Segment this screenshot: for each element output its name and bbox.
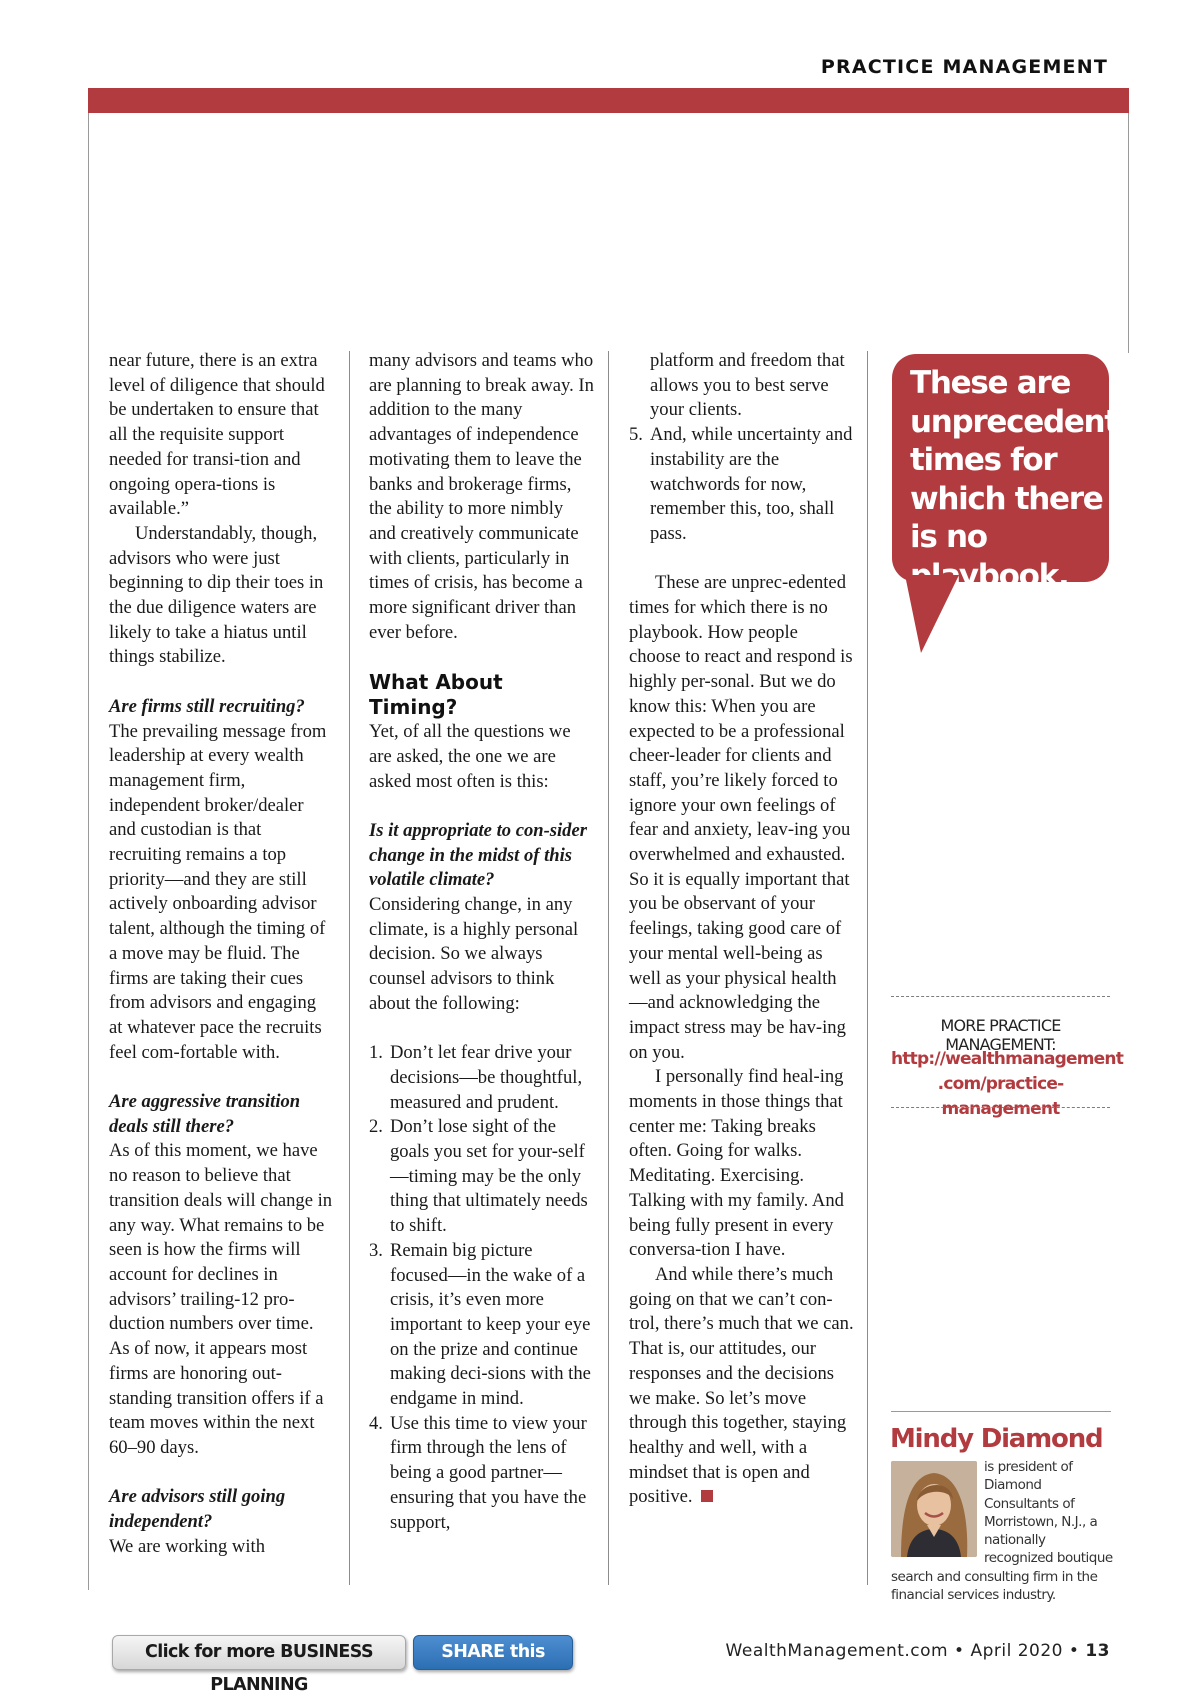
list-item-text: Use this time to view your firm through the lens of being a good partner—ensuring that you have the support, — [390, 1412, 587, 1533]
share-article-button[interactable]: SHARE this article — [413, 1635, 573, 1670]
list-item-continued — [629, 349, 854, 423]
article-column-1 — [109, 349, 334, 1559]
frame-line-right — [1128, 113, 1129, 353]
author-photo — [891, 1461, 977, 1557]
list-item — [369, 1239, 594, 1412]
list-item — [369, 1041, 594, 1115]
paragraph: Considering change, in any climate, is a highly personal decision. So we always counsel advisors to think about the following: — [369, 894, 579, 1014]
frame-line-left — [88, 113, 89, 1590]
speech-bubble-tail — [905, 575, 959, 653]
list-item — [629, 423, 854, 547]
pull-quote — [892, 354, 1159, 594]
list-number: 1. — [369, 1042, 383, 1064]
paragraph: The prevailing message from leadership at every wealth management firm, independent broker/dealer and custodian is that recruiting remains a top priority—and they are still actively onboarding advisor talent, although the timing of a move may be fluid. The firms are taking their cues from advisors and engaging at whatever pace the recruits feel com-fortable with. — [109, 720, 327, 1063]
list-item-text: Remain big picture focused—in the wake of a crisis, it’s even more important to keep your eye on the prize and continue making deci-sions with the endgame in mind. — [390, 1239, 591, 1410]
end-mark-icon — [701, 1490, 713, 1502]
page-footer — [726, 1641, 1110, 1661]
list-item-text: platform and freedom that allows you to best serve your clients. — [650, 350, 845, 421]
article-column-3 — [629, 349, 854, 1510]
list-number: 5. — [629, 424, 643, 446]
paragraph-text: And while there’s much going on that we can’t con-trol, there’s much that we can. That is, our attitudes, our responses and the decisions we make. So let’s move through this together, staying healthy and well, with a mindset that is open and positive. — [629, 1264, 854, 1508]
more-heading: MORE PRACTICE MANAGEMENT: — [940, 1016, 1061, 1054]
numbered-list-continued — [629, 349, 854, 547]
question-heading: Are aggressive transition deals still there? — [109, 1091, 301, 1137]
author-photo-portrait-icon — [891, 1461, 977, 1557]
paragraph: Understandably, though, advisors who were just beginning to dip their toes in the due diligence waters are likely to take a hiatus until things stabilize. — [109, 522, 324, 668]
numbered-list — [369, 1041, 594, 1535]
dashed-divider — [891, 996, 1110, 997]
list-item-text: Don’t let fear drive your decisions—be thoughtful, measured and prudent. — [390, 1042, 583, 1113]
section-label: PRACTICE MANAGEMENT — [820, 56, 1108, 78]
list-number: 3. — [369, 1239, 383, 1261]
footer-bullet: • — [954, 1641, 965, 1661]
dashed-divider — [891, 1107, 1110, 1108]
paragraph: near future, there is an extra level of diligence that should be undertaken to ensure that all the requisite support needed for transi-tion and ongoing opera-tions is available.” — [109, 350, 325, 520]
question-heading: Are firms still recruiting? — [109, 695, 305, 717]
site-name: WealthManagement.com — [725, 1641, 949, 1661]
list-item — [369, 1115, 594, 1239]
article-column-2 — [369, 349, 594, 1535]
paragraph: As of this moment, we have no reason to believe that transition deals will change in any way. What remains to be seen is how the firms will account for declines in advisors’ trailing-12 pro-duction numbers over time. As of now, it appears most firms are honoring out-standing transition offers if a team moves within the next 60–90 days. — [109, 1140, 333, 1458]
business-planning-button[interactable]: Click for more BUSINESS PLANNING — [112, 1635, 406, 1670]
paragraph: Yet, of all the questions we are asked, the one we are asked most often is this: — [369, 721, 571, 792]
paragraph — [629, 1263, 854, 1510]
author-bio — [891, 1458, 1116, 1604]
page-number: 13 — [1085, 1641, 1110, 1661]
column-divider — [608, 351, 609, 1585]
footer-bullet: • — [1068, 1641, 1080, 1661]
link-line[interactable]: http://wealthmanagement — [891, 1049, 1124, 1069]
paragraph: I personally find heal-ing moments in those things that center me: Taking breaks often. Going for walks. Meditating. Exercising. Talking with my family. And being fully present in every conversa-tion I have. — [629, 1066, 844, 1261]
list-item-text: Don’t lose sight of the goals you set for your-self—timing may be the only thing that ultimately needs to shift. — [390, 1116, 588, 1237]
header-bar — [88, 88, 1129, 113]
list-number: 4. — [369, 1412, 383, 1434]
author-bio-text: is president of Diamond Consultants of Morristown, N.J., a nationally recognized boutique search and consulting firm in the financial services industry. — [891, 1459, 1113, 1604]
question-heading: Is it appropriate to con-sider change in the midst of this volatile climate? — [369, 819, 587, 891]
list-number: 2. — [369, 1116, 383, 1138]
column-divider — [867, 351, 868, 1585]
paragraph: We are working with — [109, 1535, 265, 1557]
bio-divider — [891, 1411, 1111, 1412]
practice-management-link[interactable] — [891, 1047, 1124, 1122]
pull-quote-text: These are unprecedented times for which there is no playbook. — [910, 365, 1159, 594]
issue-date: April 2020 — [970, 1641, 1063, 1661]
section-heading: What About Timing? — [369, 670, 503, 720]
list-item-text: And, while uncertainty and instability are the watchwords for now, remember this, too, shall pass. — [650, 424, 853, 544]
question-heading: Are advisors still going independent? — [109, 1486, 286, 1532]
paragraph: These are unprec-edented times for which there is no playbook. How people choose to react and respond is highly per-sonal. But we do know this: When you are expected to be a professional cheer-leader for clients and staff, you’re likely forced to ignore your own feelings of fear and anxiety, leav-ing you overwhelmed and exhausted. So it is equally important that you be observant of your feelings, taking good care of your mental well-being as well as your physical health—and acknowledging the impact stress may be hav-ing on you. — [629, 572, 853, 1063]
paragraph: many advisors and teams who are planning to break away. In addition to the many advantages of independence motivating them to leave the banks and brokerage firms, the ability to more nimbly and creatively communicate with clients, particularly in times of crisis, has become a more significant driver than ever before. — [369, 350, 594, 643]
list-item — [369, 1412, 594, 1536]
link-line[interactable]: .com/practice-management — [937, 1074, 1064, 1119]
author-name: Mindy Diamond — [890, 1424, 1103, 1454]
column-divider — [349, 351, 350, 1585]
